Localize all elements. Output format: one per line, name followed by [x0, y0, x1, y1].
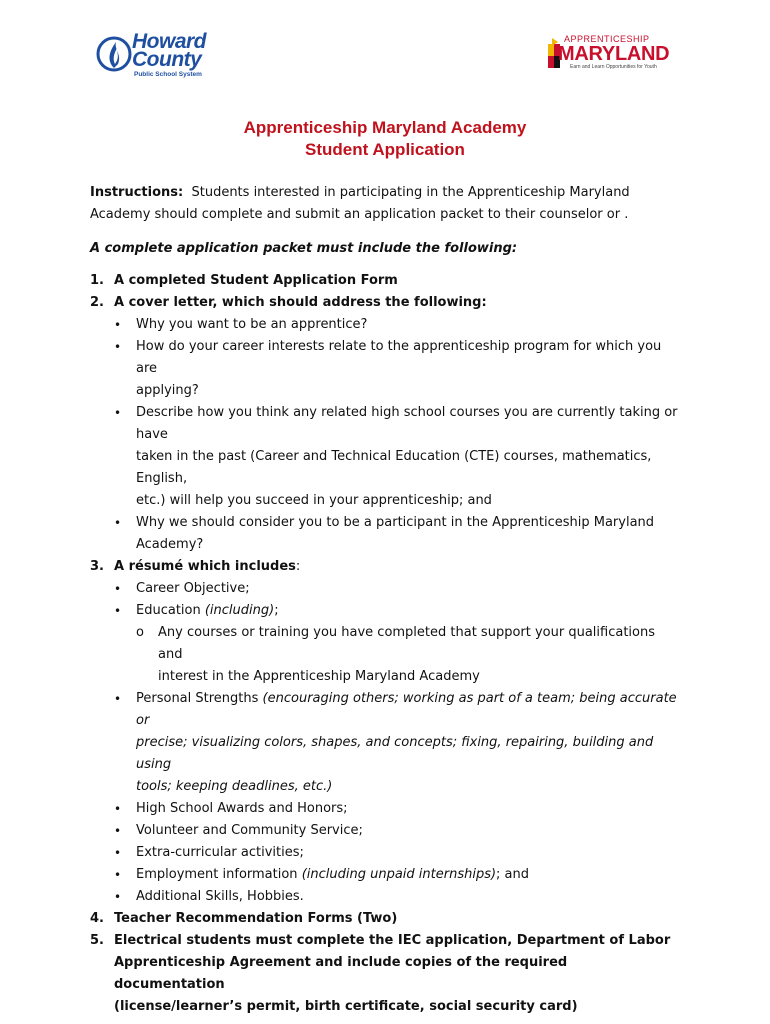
logo-word-county: County — [132, 48, 202, 71]
list-item — [90, 864, 680, 886]
item-text: Education — [136, 603, 205, 618]
item-text-italic: (encouraging others; working as part of a team; being accurate or — [136, 691, 677, 728]
item-text: Why you want to be an apprentice? — [136, 317, 368, 332]
instructions-label: Instructions: — [90, 185, 184, 200]
item-number: 1. — [90, 273, 104, 288]
item-number: 2. — [90, 295, 104, 310]
list-item — [90, 842, 680, 864]
list-item — [90, 886, 680, 908]
bullet-icon: • — [114, 318, 122, 332]
bullet-icon: • — [114, 824, 122, 838]
item-text: A completed Student Application Form — [114, 273, 398, 288]
list-item-continuation — [90, 996, 680, 1018]
item-text: Academy? — [136, 537, 204, 552]
item-number: 5. — [90, 933, 104, 948]
item-text: Teacher Recommendation Forms (Two) — [114, 911, 398, 926]
item-text: Describe how you think any related high school courses you are currently taking or have — [136, 405, 678, 442]
requirements-list — [90, 270, 680, 1018]
item-text: Career Objective; — [136, 581, 250, 596]
item-number: 3. — [90, 559, 104, 574]
list-item-continuation — [90, 732, 680, 776]
item-text: A résumé which includes — [114, 559, 296, 574]
list-item — [90, 820, 680, 842]
item-text: precise; visualizing colors, shapes, and concepts; fixing, repairing, building and using — [136, 735, 654, 772]
bullet-icon: • — [114, 516, 122, 530]
list-item — [90, 600, 680, 622]
logo-tagline: Earn and Learn Opportunities for Youth — [570, 64, 657, 70]
item-text: (license/learner’s permit, birth certificate, social security card) — [114, 999, 578, 1014]
instructions-text: Students interested in participating in the Apprenticeship Maryland Academy should complete and submit an application packet to their counselor or . — [90, 185, 630, 222]
item-text: Extra-curricular activities; — [136, 845, 304, 860]
item-text: Why we should consider you to be a participant in the Apprenticeship Maryland — [136, 515, 655, 530]
list-item-continuation — [90, 776, 680, 798]
item-text-italic: (including) — [204, 603, 275, 618]
item-number: 4. — [90, 911, 104, 926]
list-item-continuation — [90, 380, 680, 402]
bullet-icon: • — [114, 582, 122, 596]
logo-main-text: MARYLAND — [558, 43, 670, 65]
item-text: applying? — [136, 383, 199, 398]
list-item-continuation — [90, 952, 680, 996]
bullet-icon: • — [114, 406, 122, 420]
item-text: taken in the past (Career and Technical Education (CTE) courses, mathematics, English, — [136, 449, 652, 486]
item-text: Additional Skills, Hobbies. — [136, 889, 304, 904]
item-text: Volunteer and Community Service; — [136, 823, 363, 838]
item-text: Personal Strengths — [136, 691, 263, 706]
item-text: Electrical students must complete the IEC application, Department of Labor — [114, 933, 671, 948]
list-item — [90, 512, 680, 534]
logo-top-text: APPRENTICESHIP — [564, 34, 650, 44]
list-item — [90, 798, 680, 820]
list-item — [90, 578, 680, 600]
item-text: Any courses or training you have completed that support your qualifications and — [158, 625, 655, 662]
item-text: How do your career interests relate to the apprenticeship program for which you are — [136, 339, 662, 376]
list-item-continuation — [90, 490, 680, 512]
logo-word-howard: Howard — [132, 30, 207, 53]
list-item-continuation — [90, 534, 680, 556]
item-text: Apprenticeship Agreement and include copies of the required documentation — [114, 955, 568, 992]
bullet-icon: • — [114, 340, 122, 354]
list-item-continuation — [90, 666, 680, 688]
page-title: Apprenticeship Maryland Academy — [243, 118, 527, 137]
item-text: Employment information — [136, 867, 302, 882]
item-text: etc.) will help you succeed in your apprenticeship; and — [136, 493, 492, 508]
item-colon: : — [295, 559, 301, 574]
bullet-icon: • — [114, 802, 122, 816]
item-text: High School Awards and Honors; — [136, 801, 348, 816]
list-item — [90, 930, 680, 952]
item-text-end: ; — [274, 603, 279, 618]
flame-icon — [96, 30, 134, 78]
item-text: A cover letter, which should address the following: — [114, 295, 487, 310]
bullet-icon: • — [114, 604, 122, 618]
apprenticeship-maryland-logo — [546, 34, 668, 74]
item-text-end: ; and — [496, 867, 530, 882]
bullet-icon: • — [114, 890, 122, 904]
list-item — [90, 908, 680, 930]
list-item-continuation — [90, 446, 680, 490]
instructions-paragraph — [90, 182, 690, 226]
list-item — [90, 556, 680, 578]
sub-bullet-icon: o — [136, 625, 144, 640]
packet-heading: A complete application packet must include the following: — [90, 241, 518, 256]
list-item — [90, 402, 680, 446]
list-item — [90, 336, 680, 380]
bullet-icon: • — [114, 868, 122, 882]
howard-county-logo — [96, 30, 226, 78]
item-text: tools; keeping deadlines, etc.) — [136, 779, 333, 794]
logo-subtitle: Public School System — [134, 71, 202, 78]
bullet-icon: • — [114, 846, 122, 860]
list-item — [90, 688, 680, 732]
list-item — [90, 270, 680, 292]
list-item — [90, 622, 680, 666]
item-text-italic: (including unpaid internships) — [301, 867, 497, 882]
list-item — [90, 314, 680, 336]
page-subtitle: Student Application — [305, 140, 465, 159]
list-item — [90, 292, 680, 314]
bullet-icon: • — [114, 692, 122, 706]
item-text: interest in the Apprenticeship Maryland Academy — [158, 669, 480, 684]
